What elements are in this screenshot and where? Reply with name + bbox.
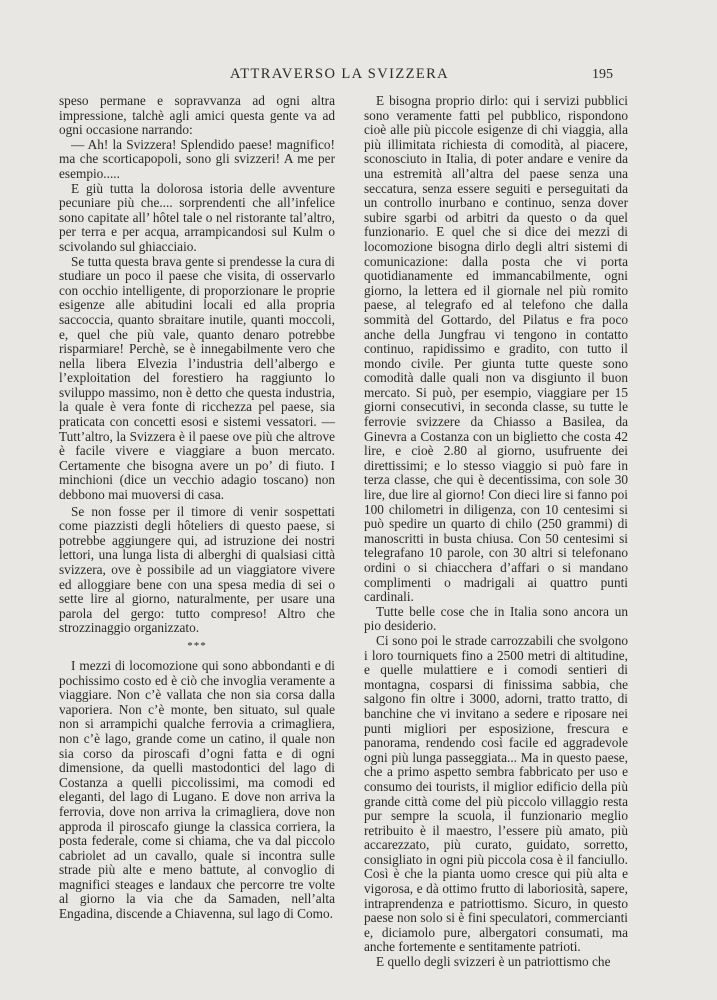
paragraph: E giù tutta la dolorosa istoria delle avventure pecuniare più che.... sorprendenti che all’infelice sono capitate all’ hôtel tale o nel ristorante tal’altro, per terra e per acqua, arrampicandosi sul Kulm o scivolando sul ghiacciaio. xyxy=(59,180,335,254)
running-title: ATTRAVERSO LA SVIZZERA xyxy=(230,66,450,82)
paragraph: Tutte belle cose che in Italia sono ancora un pio desiderio. xyxy=(364,603,628,634)
paragraph: Ci sono poi le strade carrozzabili che svolgono i loro tourniquets fino a 2500 metri di altitudine, e quelle mulattiere e i comodi sentieri di montagna, cosparsi di finissima sabbia, che salgono fin oltre i 3000, adorni, tratto tratto, di banchine che vi invitano a sedere e riposare nei punti migliori per esposizione, frescura e panorama, rendendo così facile ed aggradevole ogni più lunga passeggiata... Ma in questo paese, che a primo aspetto sembra fabbricato per uso e consumo dei tourists, il miglior edificio della più grande città come del più piccolo villaggio resta pur sempre la scuola, il funzionario meglio retribuito è il maestro, l’essere più amato, più accarezzato, più curato, guidato, sorretto, consigliato in ogni più piccola cosa è il fanciullo. Così è che la pianta uomo cresce qui più alta e vigorosa, e dà ottimo frutto di laboriosità, sapere, intraprendenza e patriottismo. Sicuro, in questo paese non solo si è fini speculatori, commercianti e, diciamolo pure, albergatori consumati, ma anche fortemente e sentitamente patrioti. xyxy=(364,632,628,955)
paragraph: E quello degli svizzeri è un patriottismo che xyxy=(376,954,611,970)
page-number: 195 xyxy=(592,67,613,82)
paragraph: I mezzi di locomozione qui sono abbondanti e di pochissimo costo ed è ciò che invoglia veramente a viaggiare. Non c’è vallata che non sia corsa dalla vaporiera. Non c’è monte, ben situato, sul quale non si arrampichi qualche ferrovia a crimagliera, non c’è lago, grande come un catino, il quale non sia corso da piroscafi d’ogni fatta e di ogni dimensione, da quelli mastodontici del lago di Costanza a quelli piccolissimi, ma comodi ed eleganti, del lago di Lugano. E dove non arriva la ferrovia, dove non arriva la crimagliera, dove non approda il piroscafo giunge la classica corriera, la posta federale, come si chiama, che va dal piccolo cabriolet ad un cavallo, quale si incontra sulle strade più alte e meno battute, al convoglio di magnifici steages e landaux che percorre tre volte al giorno la via che da Samaden, nell’alta Engadina, discende a Chiavenna, sul lago di Como. xyxy=(59,657,335,922)
paragraph: — Ah! la Svizzera! Splendido paese! magnifico! ma che scorticapopoli, sono gli svizzeri! A me per esempio..... xyxy=(59,136,335,181)
right-column xyxy=(364,94,628,970)
paragraph: E bisogna proprio dirlo: qui i servizi pubblici sono veramente fatti pel pubblico, rispondono cioè alle più piccole esigenze di chi viaggia, alla più illimitata richiesta di comodità, al piacere, sconosciuto in Italia, di poter andare e venire da una estremità all’altra del paese senza una seccatura, senza essere seguiti e perseguitati da un controllo inurbano e continuo, senza dover subire sgarbi od arbitri da questo o da quel funzionario. E quel che si dice dei mezzi di locomozione bisogna dirlo degli altri sistemi di comunicazione: dalla posta che vi porta quotidianamente ed immancabilmente, ogni giorno, la lettera ed il giornale nel più romito paese, al telegrafo ed al telefono che dalla sommità del Gottardo, del Pilatus e fra poco anche della Jungfrau vi tengono in contatto continuo, rapidissimo e gradito, con tutto il mondo civile. Per giunta tutte queste sono comodità dalle quali non va disgiunto il buon mercato. Si può, per esempio, viaggiare per 15 giorni consecutivi, in seconda classe, su tutte le ferrovie svizzere da Chiasso a Basilea, da Ginevra a Costanza con un biglietto che costa 42 lire, e cioè 2.80 al giorno, usufruente dei direttissimi; e lo stesso viaggio si può fare in terza classe, che qui è decentissima, con sole 30 lire, due lire al giorno! Con dieci lire si fanno poi 100 chilometri in diligenza, con 10 centesimi si può spedire un quarto di chilo (250 grammi) di manoscritti in busta chiusa. Con 50 centesimi si telegrafano 10 parole, con 30 altri si telefonano ordini o si chiacchera d’affari o si mandano complimenti o madrigali ai quattro punti cardinali. xyxy=(364,93,628,605)
paragraph: Se non fosse per il timore di venir sospettati come piazzisti degli hôteliers di questo paese, si potrebbe aggiungere qui, ad istruzione dei nostri lettori, una lunga lista di alberghi di qualsiasi città svizzera, ove è possibile ad un viaggiatore vivere ed alloggiare bene con una spesa media di sei o sette lire al giorno, naturalmente, per usare una parola del gergo: tutto compreso! Altro che strozzinaggio organizzato. xyxy=(59,503,335,636)
left-column xyxy=(59,94,335,922)
asterism-separator xyxy=(59,639,335,652)
asterism-glyph: *** xyxy=(187,639,207,652)
paragraph: speso permane e sopravvanza ad ogni altra impressione, talchè agli amici questa gente va ad ogni occasione narrando: xyxy=(59,93,335,138)
running-head xyxy=(0,66,717,86)
paragraph: Se tutta questa brava gente si prendesse la cura di studiare un poco il paese che visita, di osservarlo con occhio intelligente, di proporzionare le proprie esigenze alle abitudini locali ed alla propria saccoccia, quanto sbraitare inutile, quanti moccoli, e, quel che più vale, quanto denaro potrebbe risparmiare! Perchè, se è innegabilmente vero che nella libera Elvezia l’industria dell’albergo e l’exploitation del forestiero ha raggiunto lo sviluppo massimo, non è detto che questa industria, la quale è vera fonte di ricchezza pel paese, sia praticata con concetti esosi e sistemi vessatori. — Tutt’altro, la Svizzera è il paese ove più che altrove è facile vivere e viaggiare a buon mercato. Certamente che bisogna avere un po’ di fiuto. I minchioni (dice un vecchio adagio toscano) non debbono mai muoversi di casa. xyxy=(59,253,335,503)
